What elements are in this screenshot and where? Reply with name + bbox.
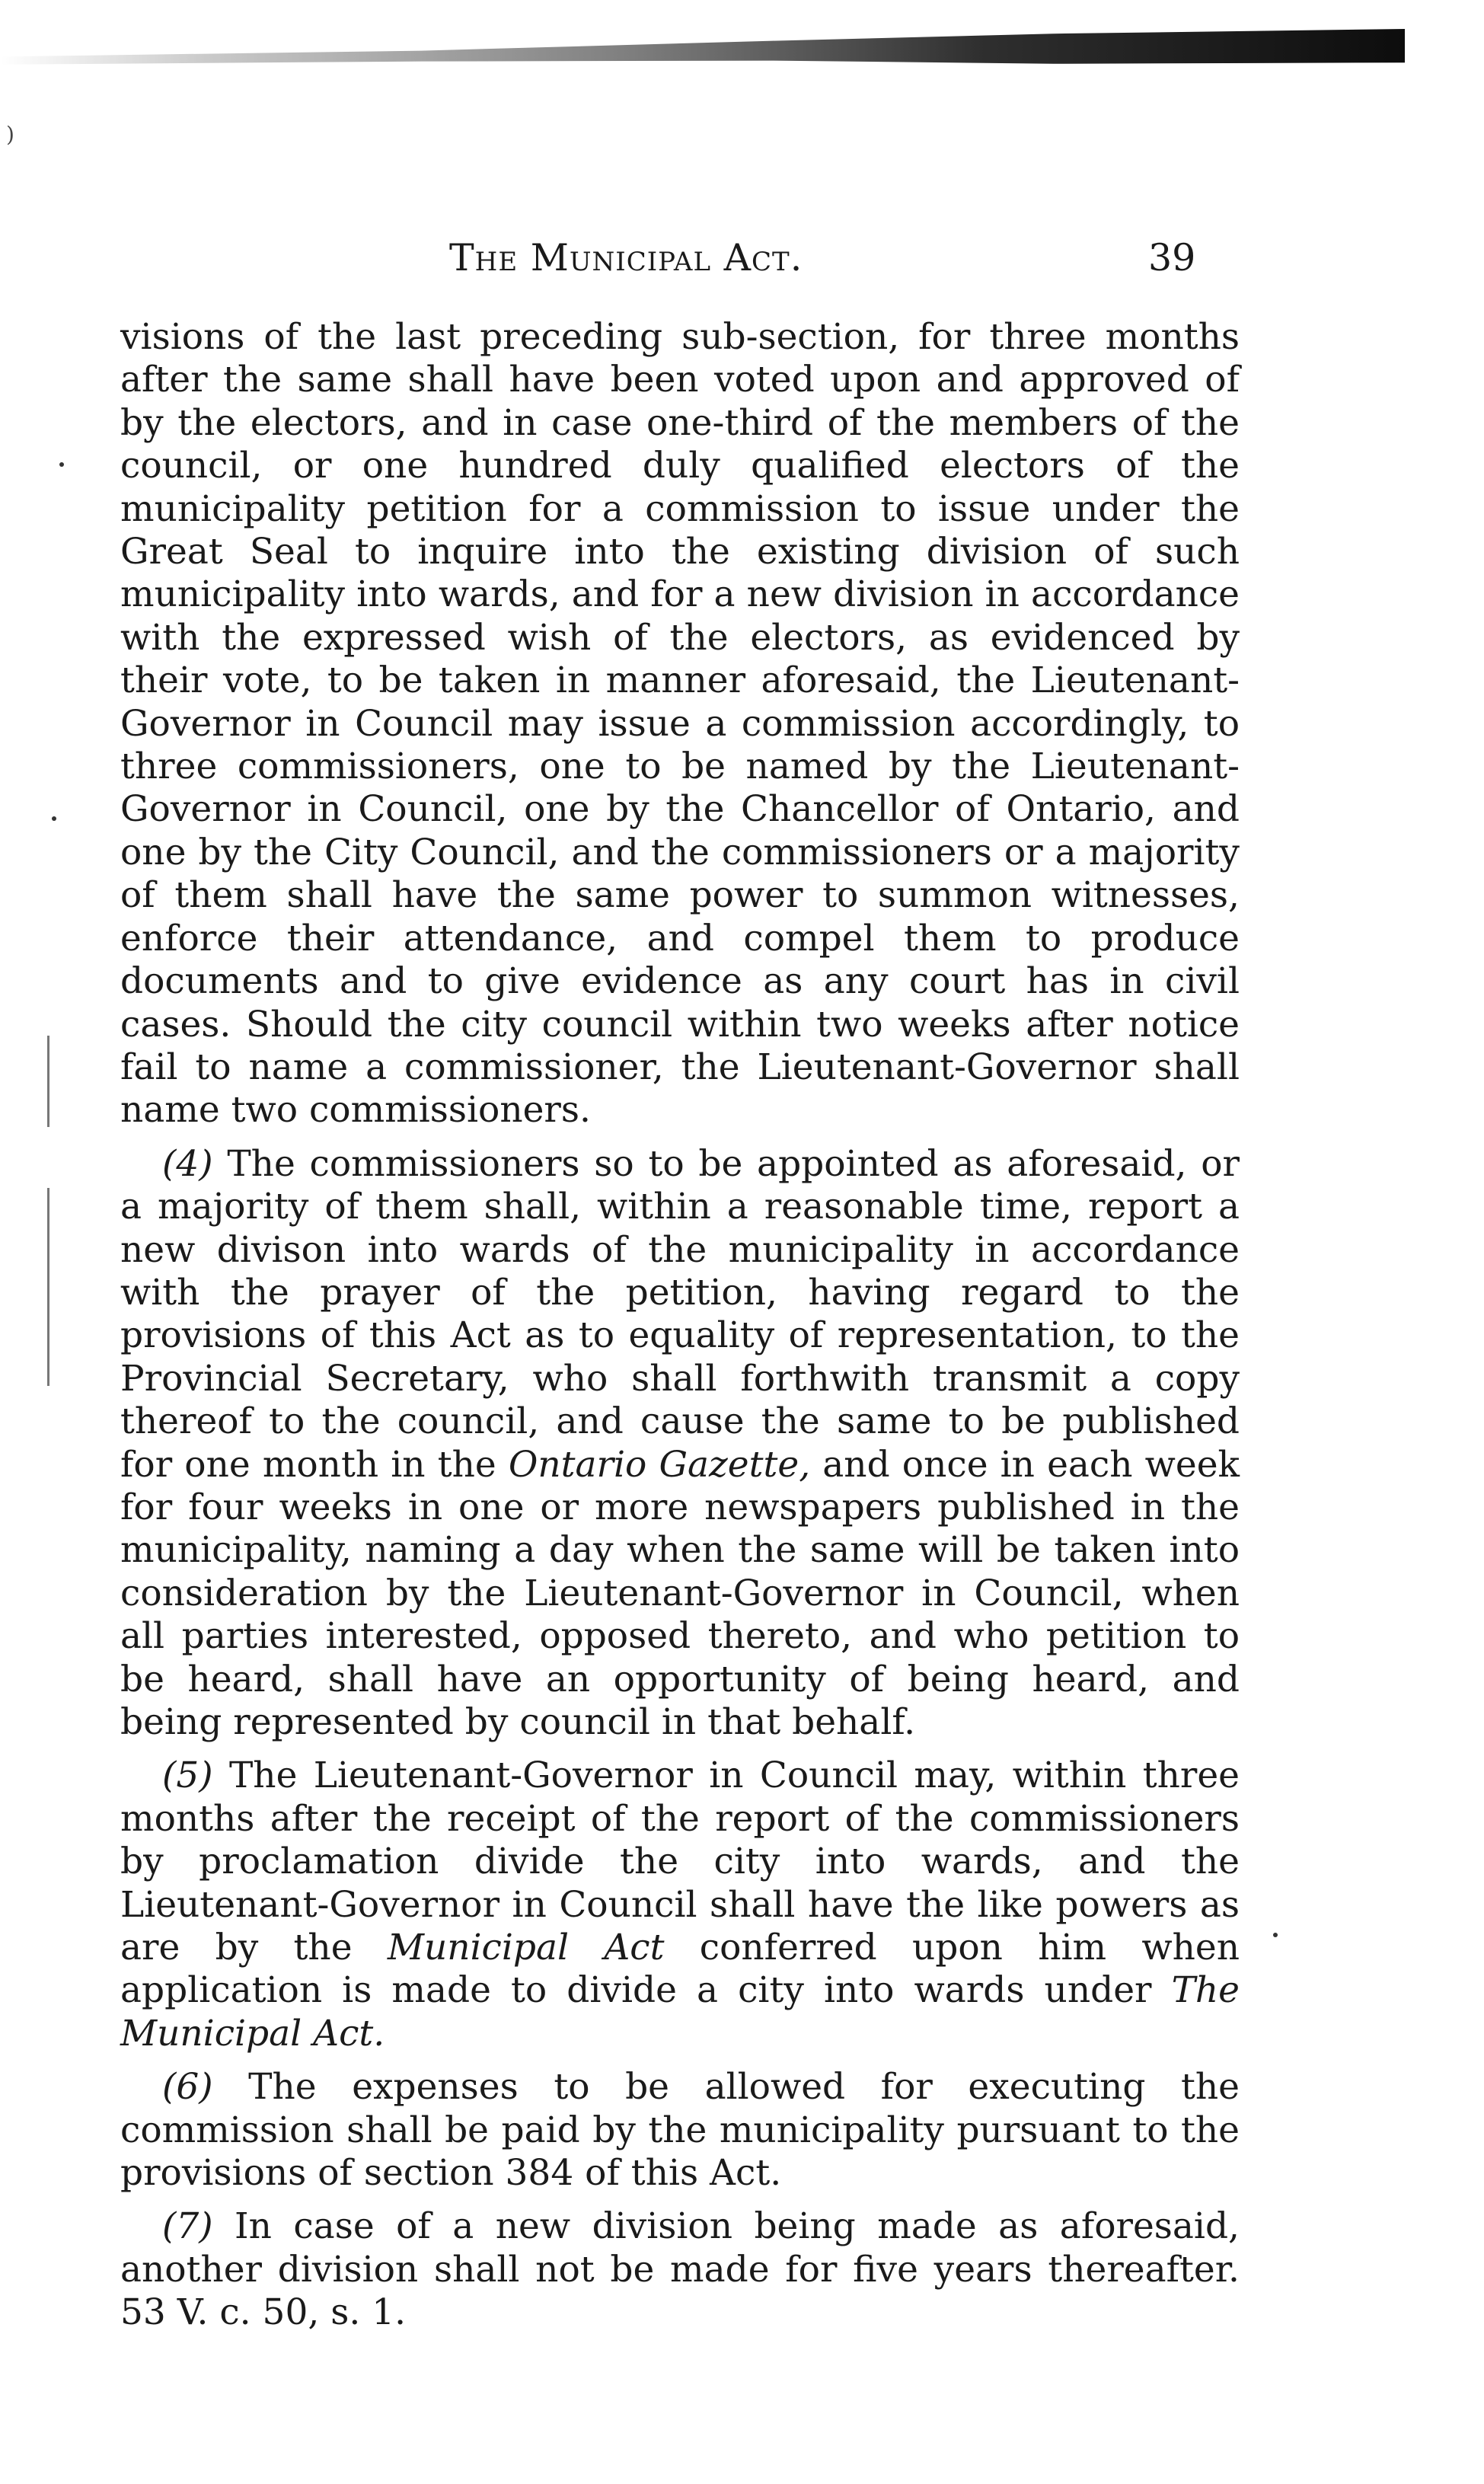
subsection-number: (6) bbox=[162, 2066, 213, 2109]
scan-edge-shadow bbox=[0, 29, 1405, 69]
italic-title: Ontario Gazette, bbox=[508, 1443, 811, 1486]
italic-title: Municipal Act bbox=[387, 1927, 665, 1969]
margin-speck bbox=[47, 1036, 49, 1127]
subsection-7 bbox=[120, 2205, 1240, 2334]
page-number: 39 bbox=[1148, 236, 1196, 279]
margin-speck bbox=[47, 1188, 49, 1386]
running-head bbox=[0, 228, 1484, 289]
subsection-6 bbox=[120, 2066, 1240, 2195]
subsection-text: In case of a new division being made as aforesaid, another division shall not be made for five years thereafter. 53 V. c. 50, s. 1. bbox=[120, 2205, 1240, 2334]
subsection-text: and once in each week for four weeks in one or more newspapers published in the municipality, naming a day when the same will be taken into consideration by the Lieutenant-Governor in Council, when all parties interested, opposed thereto, and who petition to be heard, shall have an opportunity of being heard, and being represented by council in that behalf. bbox=[120, 1443, 1240, 1743]
margin-speck bbox=[59, 462, 64, 467]
subsection-text: conferred upon him when application is made to divide a city into wards under bbox=[120, 1927, 1240, 2012]
margin-speck bbox=[1273, 1933, 1278, 1937]
statute-text bbox=[120, 316, 1240, 2335]
subsection-5 bbox=[120, 1754, 1240, 2055]
paragraph-continuation: visions of the last preceding sub-section, for three months after the same shall have been voted upon and approved of by the electors, and in case one-third of the members of the council, or one hundred duly qualified electors of the municipality petition for a commission to issue under the Great Seal to inquire into the existing division of such municipality into wards, and for a new division in accordance with the expressed wish of the electors, as evidenced by their vote, to be taken in manner aforesaid, the Lieutenant-Governor in Council may issue a commission accordingly, to three commissioners, one to be named by the Lieutenant-Governor in Council, one by the Chancellor of Ontario, and one by the City Council, and the commissioners or a majority of them shall have the same power to summon witnesses, enforce their attendance, and compel them to produce documents and to give evidence as any court has in civil cases. Should the city council within two weeks after notice fail to name a commissioner, the Lieutenant-Governor shall name two commissioners. bbox=[120, 316, 1240, 1132]
subsection-text: The expenses to be allowed for executing the commission shall be paid by the municipality pursuant to the provisions of section 384 of this Act. bbox=[120, 2066, 1240, 2195]
subsection-text: The Lieutenant-Governor in Council may, within three months after the receipt of the report of the commissioners by proclamation divide the city into wards, and the Lieutenant-Governor in Council shall have the like powers as are by the bbox=[120, 1754, 1240, 1969]
subsection-4 bbox=[120, 1143, 1240, 1745]
scan-margin-mark: ) bbox=[6, 122, 14, 147]
subsection-number: (5) bbox=[162, 1754, 213, 1797]
running-title: The Municipal Act. bbox=[449, 236, 803, 279]
subsection-number: (7) bbox=[162, 2205, 213, 2248]
subsection-number: (4) bbox=[162, 1142, 213, 1185]
subsection-text: The commissioners so to be appointed as aforesaid, or a majority of them shall, within a reasonable time, report a new divison into wards of the municipality in accordance with the prayer of the petition, having regard to the provisions of this Act as to equality of representation, to the Provincial Secretary, who shall forthwith transmit a copy thereof to the council, and cause the same to be published for one month in the bbox=[120, 1142, 1240, 1486]
margin-speck bbox=[52, 816, 56, 821]
italic-title: The Municipal Act. bbox=[120, 1969, 1240, 2055]
